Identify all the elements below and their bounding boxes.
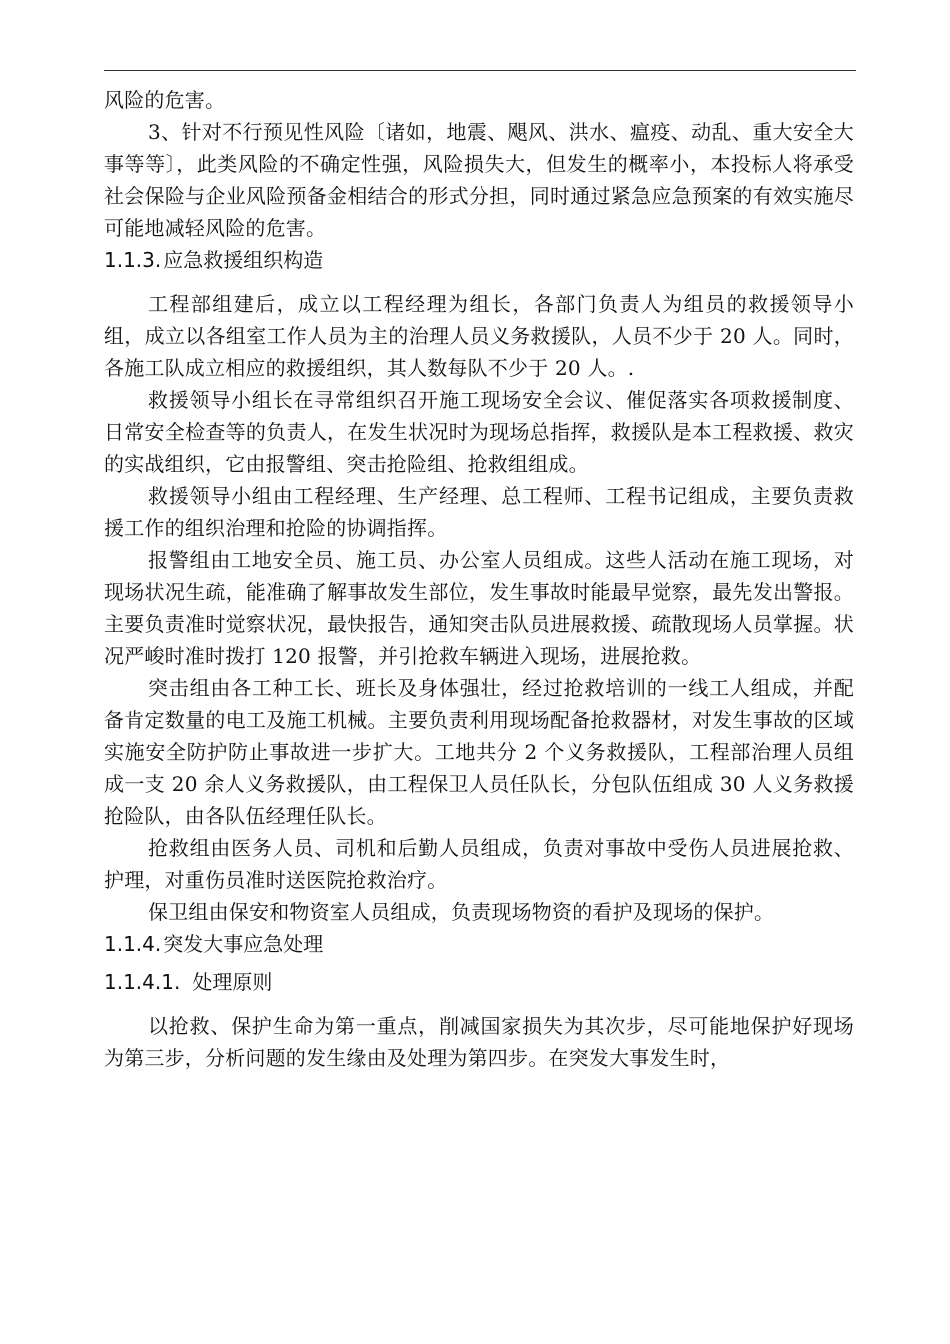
paragraph: 报警组由工地安全员、施工员、办公室人员组成。这些人活动在施工现场，对现场状况生疏，能准确了解事故发生部位，发生事故时能最早觉察，最先发出警报。主要负责准时觉察状况，最快报告，通知突击队员进展救援、疏散现场人员掌握。状况严峻时准时拨打 120 报警，并引抢救车辆进入现场，进展抢救。 <box>104 548 854 668</box>
document-body <box>104 84 854 1074</box>
heading-number: 1.1.4. <box>104 932 162 956</box>
section-heading-1-1-4 <box>104 928 854 960</box>
paragraph: 突击组由各工种工长、班长及身体强壮，经过抢救培训的一线工人组成，并配备肯定数量的电工及施工机械。主要负责利用现场配备抢救器材，对发生事故的区域实施安全防护防止事故进一步扩大。工地共分 2 个义务救援队，工程部治理人员组成一支 20 余人义务救援队，由工程保卫人员任队长，分包队伍组成 30 人义务救援抢险队，由各队伍经理任队长。 <box>104 676 854 828</box>
heading-title: 处理原则 <box>192 970 273 994</box>
heading-number: 1.1.3. <box>104 248 162 272</box>
paragraph: 以抢救、保护生命为第一重点，削减国家损失为其次步，尽可能地保护好现场为第三步，分析问题的发生缘由及处理为第四步。在突发大事发生时， <box>104 1014 854 1070</box>
paragraph: 保卫组由保安和物资室人员组成，负责现场物资的看护及现场的保护。 <box>148 900 775 924</box>
paragraph-risk-3: 3、针对不行预见性风险〔诸如，地震、飓风、洪水、瘟疫、动乱、重大安全大事等等〕，此类风险的不确定性强，风险损失大，但发生的概率小，本投标人将承受社会保险与企业风险预备金相结合的形式分担，同时通过紧急应急预案的有效实施尽可能地减轻风险的危害。 <box>104 120 854 240</box>
heading-title: 突发大事应急处理 <box>163 932 324 956</box>
paragraph-continuation: 风险的危害。 <box>104 88 226 112</box>
heading-title: 应急救援组织构造 <box>163 248 324 272</box>
paragraph: 工程部组建后，成立以工程经理为组长，各部门负责人为组员的救援领导小组，成立以各组室工作人员为主的治理人员义务救援队，人员不少于 20 人。同时，各施工队成立相应的救援组织，其人数每队不少于 20 人。. <box>104 292 854 380</box>
header-rule <box>104 70 856 71</box>
paragraph: 抢救组由医务人员、司机和后勤人员组成，负责对事故中受伤人员进展抢救、护理，对重伤员准时送医院抢救治疗。 <box>104 836 854 892</box>
heading-number: 1.1.4.1. <box>104 970 181 994</box>
section-heading-1-1-4-1 <box>104 966 854 998</box>
paragraph: 救援领导小组长在寻常组织召开施工现场安全会议、催促落实各项救援制度、日常安全检查等的负责人，在发生状况时为现场总指挥，救援队是本工程救援、救灾的实战组织，它由报警组、突击抢险组、抢救组组成。 <box>104 388 854 476</box>
section-heading-1-1-3 <box>104 244 854 276</box>
paragraph: 救援领导小组由工程经理、生产经理、总工程师、工程书记组成，主要负责救援工作的组织治理和抢险的协调指挥。 <box>104 484 854 540</box>
